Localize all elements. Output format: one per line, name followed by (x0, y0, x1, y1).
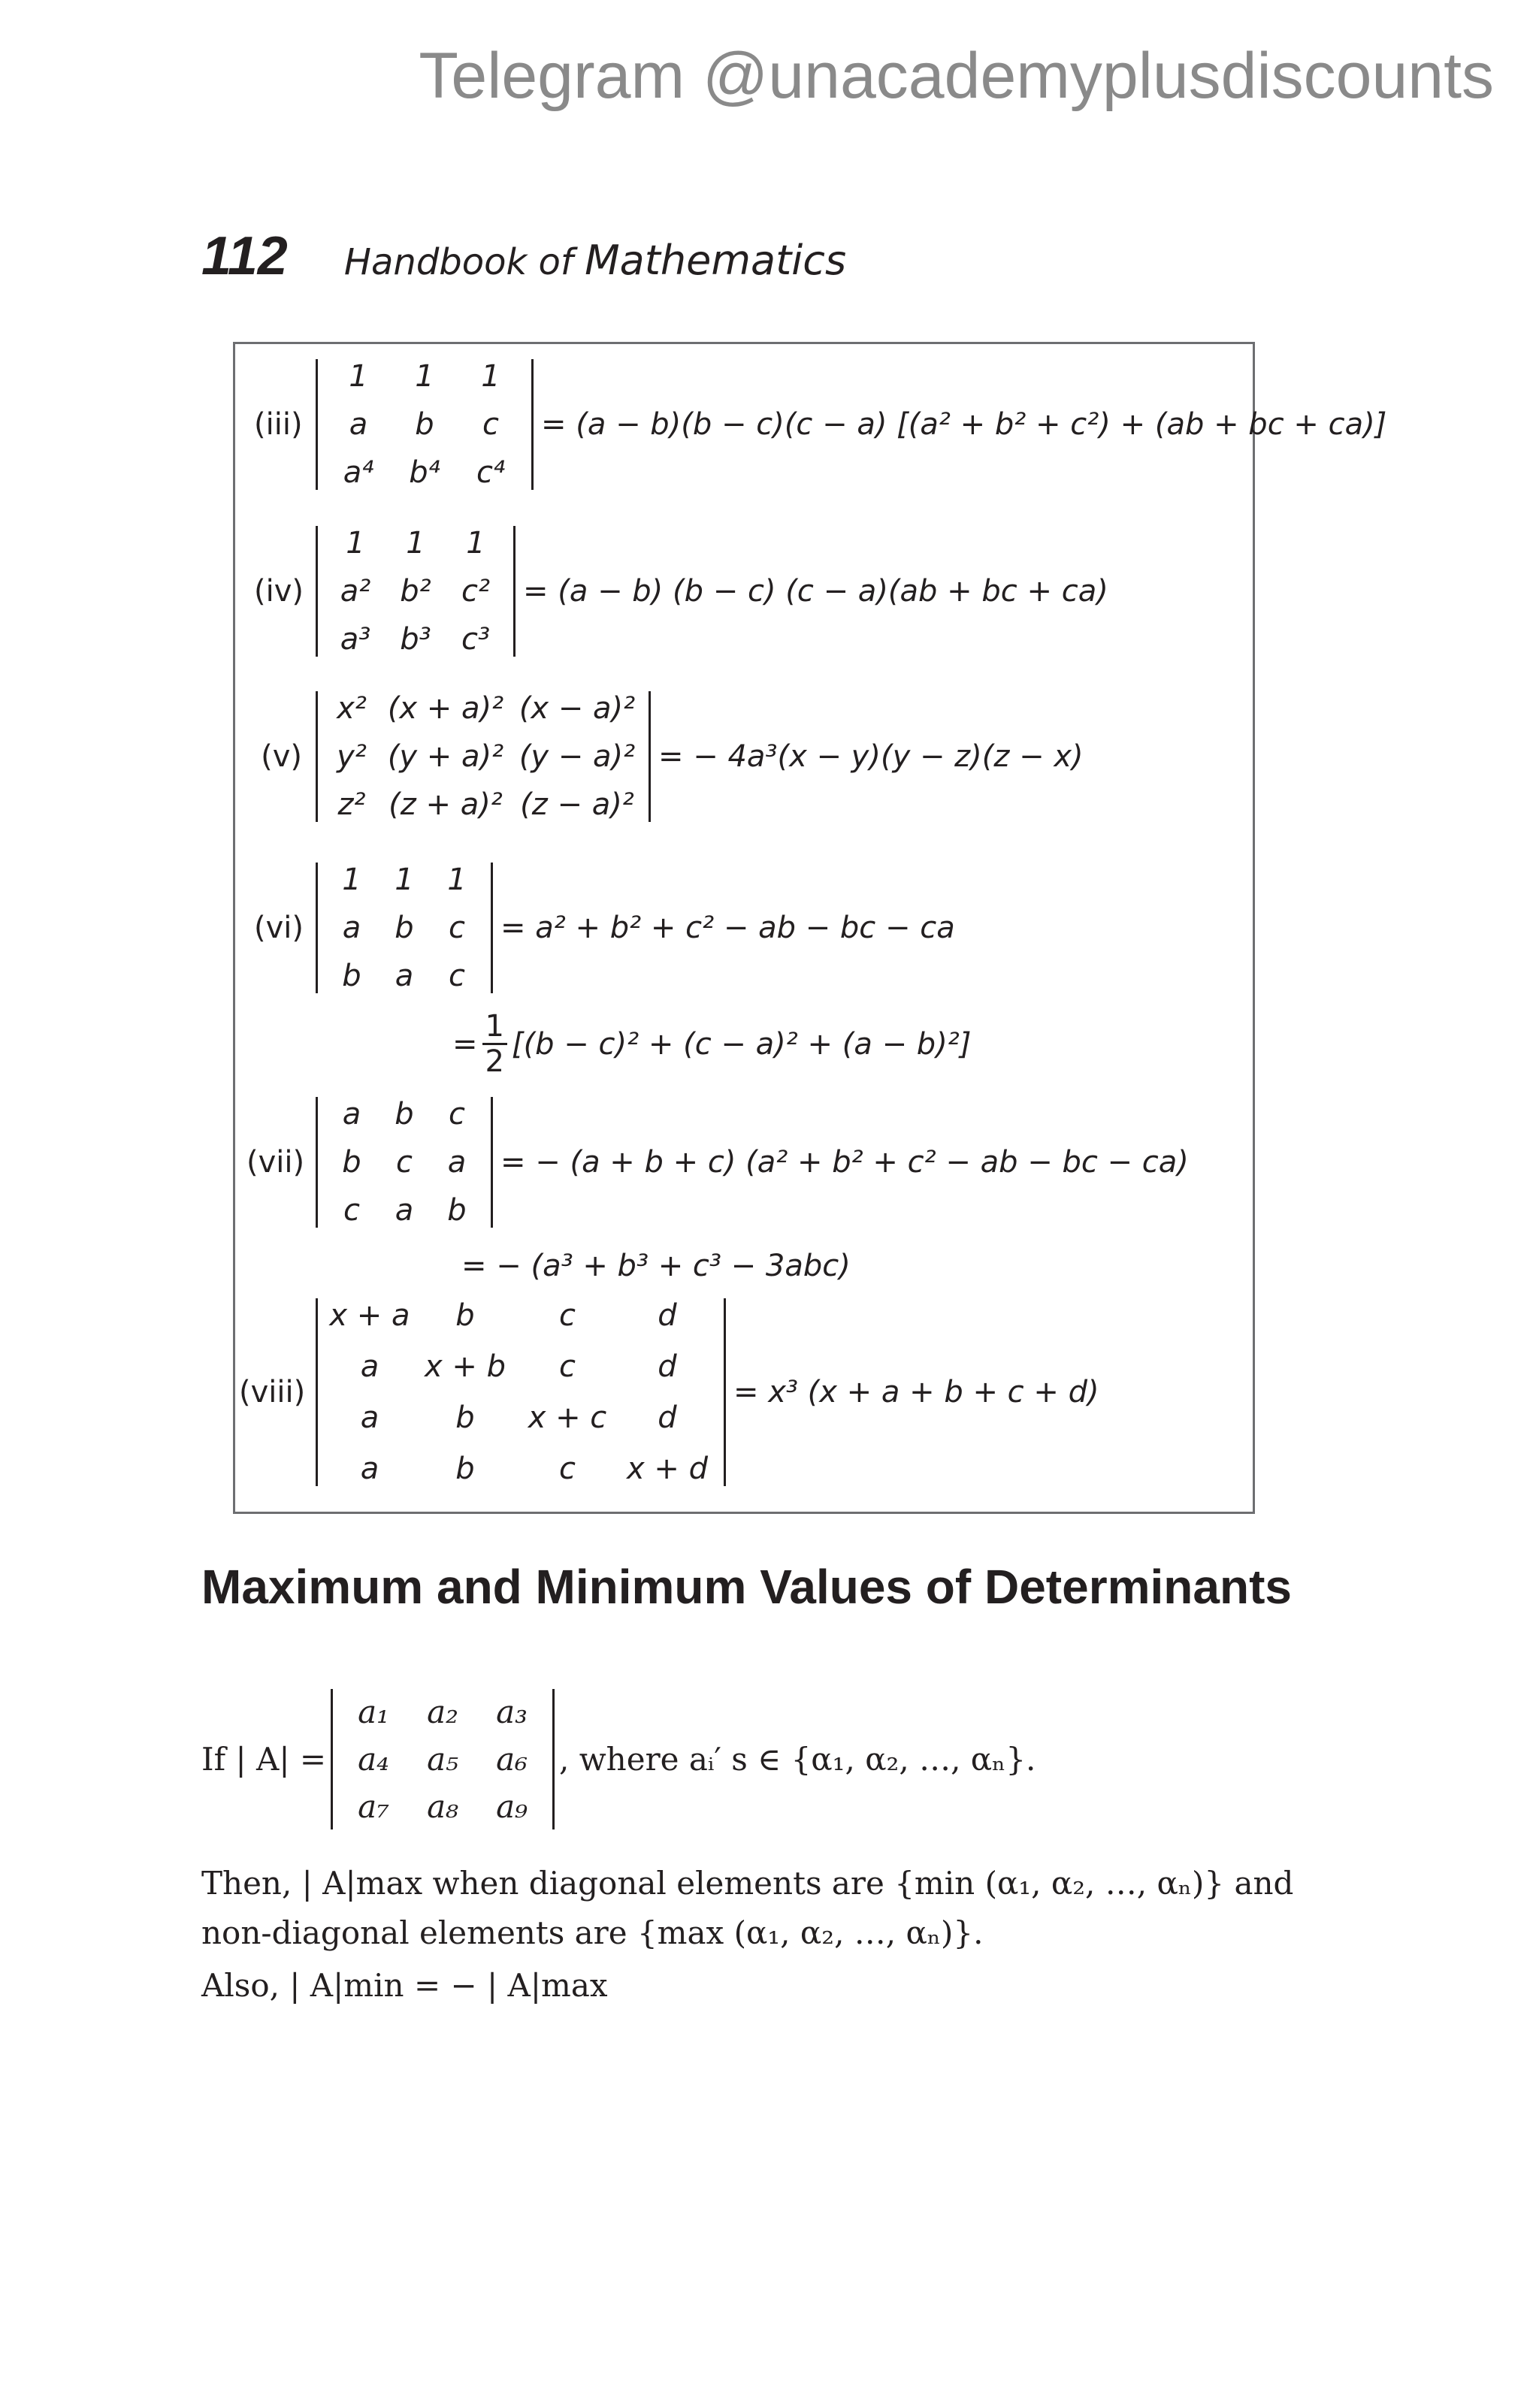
matrix-cell: a₃ (496, 1693, 528, 1730)
formula-vii-second-line (461, 1249, 851, 1283)
matrix-cell: c (559, 1452, 576, 1486)
formula-viii (239, 1298, 1099, 1486)
matrix-cell: (x − a)² (519, 691, 636, 726)
matrix-cell: x + b (424, 1349, 506, 1384)
if-prefix: If | A| = (201, 1741, 327, 1778)
matrix-cell: b (415, 407, 434, 442)
fraction-one-half (482, 1010, 507, 1078)
matrix-cell: 1 (342, 863, 361, 897)
matrix-cell: a₄ (358, 1741, 389, 1778)
matrix-cell: a₈ (427, 1788, 458, 1825)
formula-rhs: = (a − b)(b − c)(c − a) [(a² + b² + c²) + (ab + bc + ca)] (541, 407, 1387, 442)
running-head (201, 225, 846, 287)
formula-label: (v) (261, 739, 302, 774)
matrix-cell: c (482, 407, 499, 442)
matrix-cell: a (360, 1349, 379, 1384)
matrix-cell: x + c (528, 1400, 607, 1435)
determinant (316, 1298, 726, 1486)
then-line-2: non-diagonal elements are {max (α₁, α₂, …, αₙ)}. (201, 1914, 984, 1951)
matrix-cell: (y + a)² (387, 739, 504, 774)
fraction-denominator: 2 (485, 1044, 504, 1079)
equals-sign: = (452, 1026, 478, 1062)
matrix-cell: b³ (400, 622, 431, 657)
formula-iv (254, 526, 1108, 657)
matrix-cell: a (395, 959, 414, 993)
matrix-cell: 1 (349, 359, 368, 394)
matrix-cell: (y − a)² (519, 739, 636, 774)
determinant (316, 863, 493, 993)
formula-v (254, 691, 1084, 822)
determinant (331, 1689, 555, 1829)
matrix-cell: c (343, 1193, 360, 1228)
matrix-cell: 1 (466, 526, 485, 560)
formula-rhs: = x³ (x + a + b + c + d) (733, 1375, 1099, 1409)
matrix-cell: d (658, 1298, 677, 1333)
matrix-cell: d (658, 1400, 677, 1435)
fraction-numerator: 1 (482, 1010, 507, 1045)
formula-rhs: = a² + b² + c² − ab − bc − ca (500, 911, 955, 945)
matrix-cell: a² (340, 574, 371, 609)
matrix-cell: c (449, 959, 465, 993)
matrix-cell: a (360, 1452, 379, 1486)
book-title-main: Mathematics (585, 237, 847, 284)
matrix-cell: a₅ (427, 1741, 458, 1778)
matrix-cell: b (455, 1400, 475, 1435)
matrix-cell: c (559, 1298, 576, 1333)
page-number: 112 (201, 226, 288, 286)
matrix-cell: a (395, 1193, 414, 1228)
matrix-cell: 1 (406, 526, 425, 560)
formula-label: (vi) (254, 911, 304, 945)
if-statement (201, 1689, 1036, 1829)
formula-label: (vii) (246, 1145, 305, 1180)
matrix-cell: b (395, 911, 414, 945)
matrix-cell: c (559, 1349, 576, 1384)
formula-rhs: = − (a³ + b³ + c³ − 3abc) (461, 1249, 851, 1283)
watermark: Telegram @unacademyplusdiscounts (419, 40, 1494, 112)
formula-rhs: [(b − c)² + (c − a)² + (a − b)²] (511, 1026, 972, 1062)
formula-label: (iii) (254, 407, 303, 442)
matrix-cell: c⁴ (476, 455, 506, 490)
determinant (316, 691, 651, 822)
matrix-cell: a⁴ (343, 455, 374, 490)
matrix-cell: 1 (395, 863, 414, 897)
matrix-cell: c (396, 1145, 413, 1180)
matrix-cell: a₂ (427, 1693, 458, 1730)
matrix-cell: 1 (447, 863, 467, 897)
matrix-cell: (z + a)² (389, 787, 503, 822)
matrix-cell: (z − a)² (520, 787, 634, 822)
matrix-cell: c³ (461, 622, 491, 657)
matrix-cell: a₁ (358, 1693, 389, 1730)
matrix-cell: b² (400, 574, 431, 609)
matrix-cell: 1 (346, 526, 365, 560)
section-heading: Maximum and Minimum Values of Determinants (201, 1560, 1292, 1614)
matrix-cell: b (342, 1145, 361, 1180)
formula-label: (viii) (239, 1375, 306, 1409)
matrix-cell: a₇ (358, 1788, 389, 1825)
matrix-cell: a (342, 911, 361, 945)
matrix-cell: b⁴ (409, 455, 440, 490)
matrix-cell: 1 (415, 359, 434, 394)
matrix-cell: c (449, 911, 465, 945)
then-line-1: Then, | A|max when diagonal elements are {min (α₁, α₂, …, αₙ)} and (201, 1865, 1294, 1902)
formula-vi-second-line (452, 1010, 971, 1078)
matrix-cell: y² (337, 739, 367, 774)
matrix-cell: x + a (329, 1298, 410, 1333)
determinant (316, 1097, 493, 1228)
matrix-cell: (x + a)² (387, 691, 504, 726)
matrix-cell: b (342, 959, 361, 993)
if-suffix: , where aᵢ′ s ∈ {α₁, α₂, …, αₙ}. (559, 1741, 1036, 1778)
matrix-cell: x + d (626, 1452, 708, 1486)
matrix-cell: a³ (340, 622, 371, 657)
formula-iii (254, 359, 1386, 490)
determinant (316, 359, 534, 490)
formula-vi (254, 863, 955, 993)
matrix-cell: b (455, 1298, 475, 1333)
determinant (316, 526, 516, 657)
matrix-cell: 1 (481, 359, 500, 394)
formula-rhs: = − (a + b + c) (a² + b² + c² − ab − bc − ca) (500, 1145, 1189, 1180)
matrix-cell: c² (461, 574, 491, 609)
matrix-cell: a (360, 1400, 379, 1435)
matrix-cell: a₉ (496, 1788, 528, 1825)
also-line: Also, | A|min = − | A|max (201, 1967, 608, 2004)
matrix-cell: a (349, 407, 368, 442)
formula-rhs: = (a − b) (b − c) (c − a)(ab + bc + ca) (523, 574, 1108, 609)
formula-vii (246, 1097, 1189, 1228)
matrix-cell: b (455, 1452, 475, 1486)
matrix-cell: c (449, 1097, 465, 1131)
matrix-cell: a₆ (496, 1741, 528, 1778)
book-title (343, 237, 847, 284)
book-title-prefix: Handbook of (343, 241, 573, 283)
matrix-cell: b (395, 1097, 414, 1131)
matrix-cell: d (658, 1349, 677, 1384)
matrix-cell: b (447, 1193, 467, 1228)
formula-rhs: = − 4a³(x − y)(y − z)(z − x) (658, 739, 1084, 774)
matrix-cell: a (447, 1145, 467, 1180)
matrix-cell: x² (337, 691, 367, 726)
formula-label: (iv) (254, 574, 304, 609)
matrix-cell: z² (337, 787, 366, 822)
matrix-cell: a (342, 1097, 361, 1131)
